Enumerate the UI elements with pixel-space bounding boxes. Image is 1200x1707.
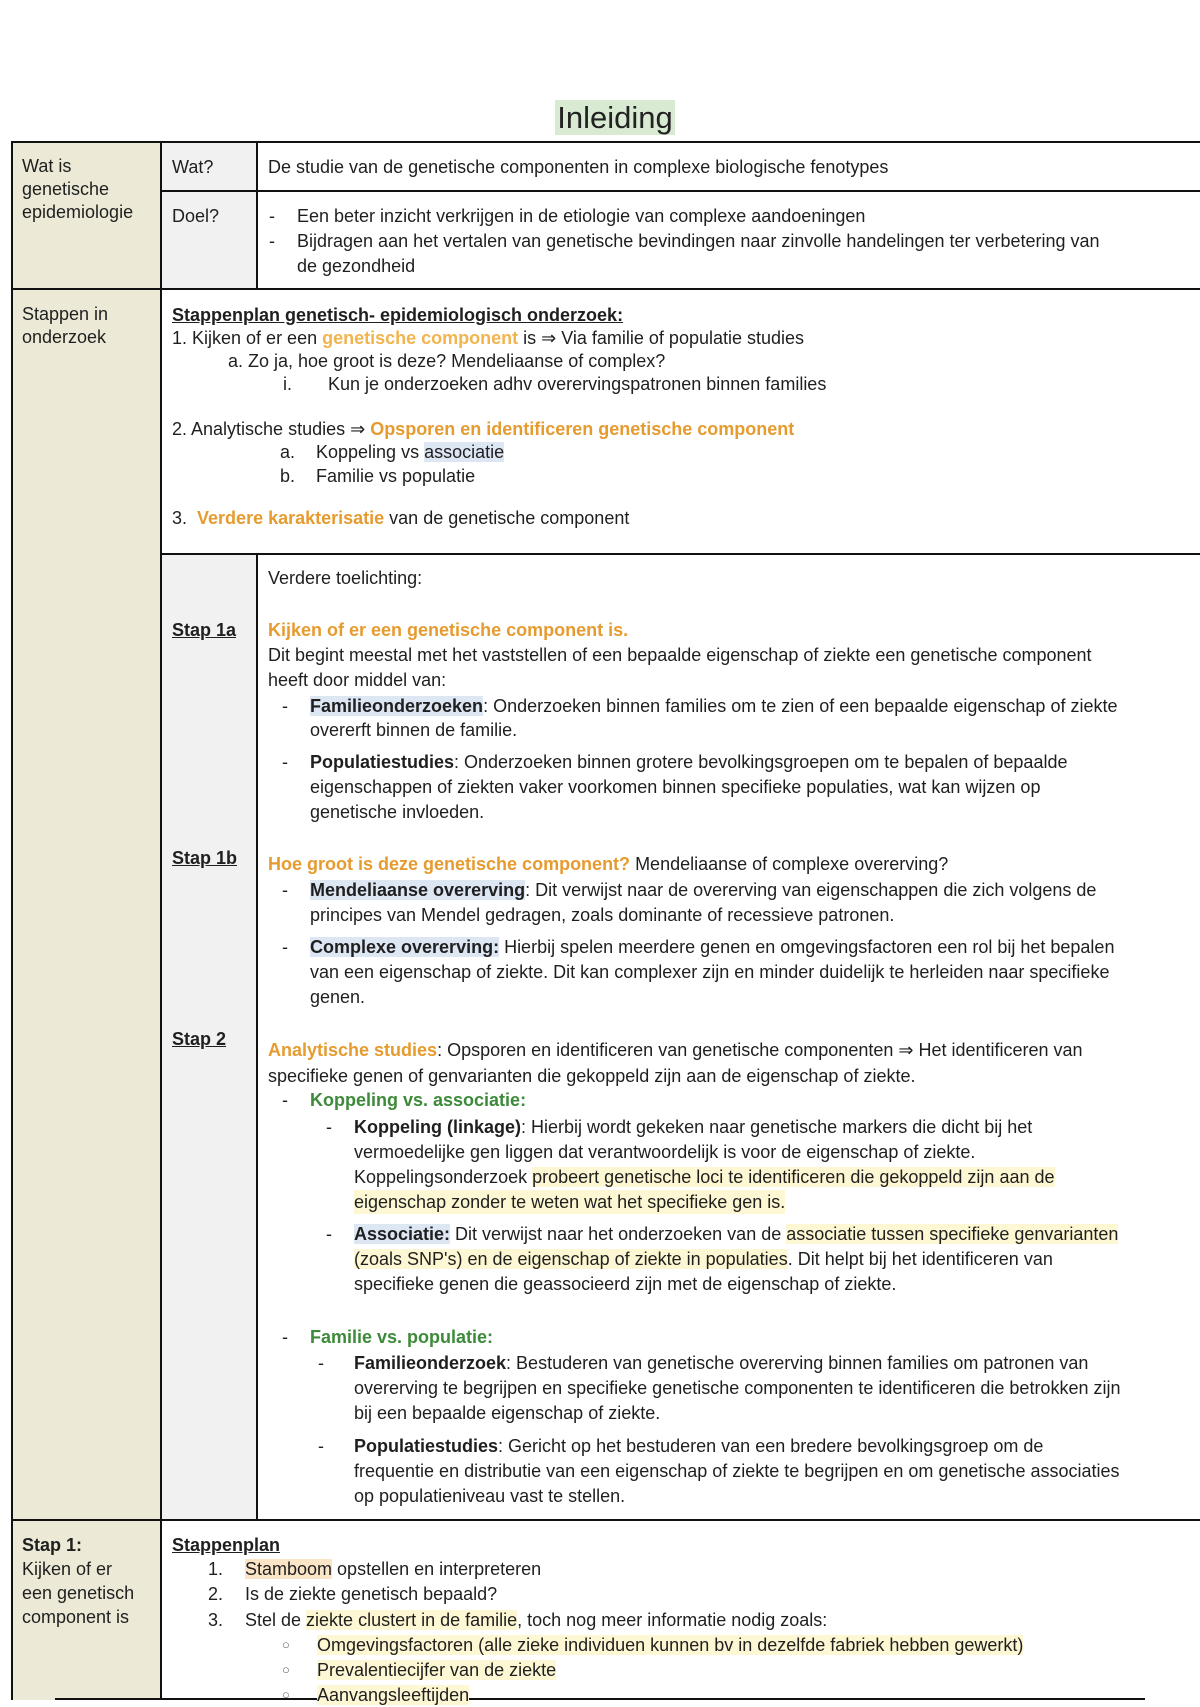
line bbox=[12, 1519, 1200, 1521]
category-stappen-in-onderzoek: Stappen in onderzoek bbox=[22, 304, 109, 347]
step-2b-num: b. bbox=[280, 466, 296, 486]
doel-dash-2: - bbox=[269, 231, 275, 251]
stap-2-text: : Opsporen en identificeren van genetische componenten ⇒ Het identificeren van bbox=[437, 1040, 1083, 1060]
page-title bbox=[0, 98, 1200, 138]
row3-item-1-highlight: Stamboom bbox=[245, 1559, 333, 1579]
title-text: Inleiding bbox=[557, 100, 673, 135]
row3-item-1-num: 1. bbox=[208, 1559, 224, 1579]
stappenplan-title: Stappenplan genetisch- epidemiologisch onderzoek: bbox=[172, 305, 624, 325]
populatiestudies2-term: Populatiestudies bbox=[354, 1436, 499, 1456]
populatiestudies-term: Populatiestudies bbox=[310, 752, 455, 772]
populatiestudies-line-3: genetische invloeden. bbox=[310, 802, 485, 822]
row3-sub-2-text: Prevalentiecijfer van de ziekte bbox=[317, 1660, 557, 1680]
mendeliaanse-line-2: principes van Mendel gedragen, zoals dominante of recessieve patronen. bbox=[310, 905, 895, 925]
populatiestudies2-line-1 bbox=[354, 1434, 1043, 1458]
dash: - bbox=[282, 1090, 288, 1110]
koppeling-line-4: eigenschap zonder te weten wat het specifieke gen is. bbox=[354, 1192, 786, 1212]
koppeling-line-2: vermoedelijke gen liggen dat verantwoordelijk is voor de eigenschap of ziekte. bbox=[354, 1142, 976, 1162]
category-col-bg bbox=[12, 142, 160, 1700]
step-1-suffix: is ⇒ Via familie of populatie studies bbox=[518, 328, 805, 348]
associatie-term: Associatie: bbox=[354, 1224, 451, 1244]
category-genetische-epidemiologie: Wat is genetische epidemiologie bbox=[22, 156, 134, 222]
familieonderzoeken-term: Familieonderzoeken bbox=[310, 696, 484, 716]
row3-item-3 bbox=[245, 1608, 827, 1632]
stap-1a-label: Stap 1a bbox=[172, 620, 237, 640]
stap-1a-title: Kijken of er een genetische component is. bbox=[268, 620, 629, 640]
stap-2-title: Analytische studies bbox=[268, 1040, 438, 1060]
stap-1-cat-line-2: een genetisch bbox=[22, 1583, 135, 1603]
populatiestudies-text: : Onderzoeken binnen grotere bevolkingsgroepen om te bepalen of bepaalde bbox=[454, 752, 1068, 772]
associatie-l2-highlight: (zoals SNP's) en de eigenschap of ziekte in populaties bbox=[354, 1249, 788, 1269]
line bbox=[256, 141, 258, 290]
step-1ai: Kun je onderzoeken adhv overervingspatronen binnen families bbox=[328, 374, 827, 394]
line bbox=[256, 553, 258, 1521]
step-3-suffix: van de genetische component bbox=[384, 508, 630, 528]
step-1-highlight: genetische component bbox=[322, 328, 519, 348]
dash: - bbox=[326, 1117, 332, 1137]
populatiestudies2-line-3: op populatieniveau vast te stellen. bbox=[354, 1486, 626, 1506]
koppeling-text: : Hierbij wordt gekeken naar genetische markers die dicht bij het bbox=[521, 1117, 1033, 1137]
verdere-toelichting: Verdere toelichting: bbox=[268, 568, 423, 588]
row3-sub-1-text: Omgevingsfactoren (alle zieke individuen kunnen bv in dezelfde fabriek hebben gewerkt) bbox=[317, 1635, 1024, 1655]
row3-item-1-text: opstellen en interpreteren bbox=[332, 1559, 542, 1579]
doel-bullet-1: Een beter inzicht verkrijgen in de etiologie van complexe aandoeningen bbox=[297, 206, 866, 226]
mendeliaanse-term: Mendeliaanse overerving bbox=[310, 880, 526, 900]
complexe-line-1 bbox=[310, 935, 1114, 959]
step-2a bbox=[316, 440, 504, 464]
row3-sub-2 bbox=[317, 1658, 556, 1682]
associatie-l2-text: . Dit helpt bij het identificeren van bbox=[787, 1249, 1053, 1269]
line bbox=[12, 288, 1200, 290]
dash: - bbox=[282, 696, 288, 716]
koppeling-l3-text: Koppelingsonderzoek bbox=[354, 1167, 533, 1187]
mendeliaanse-text: : Dit verwijst naar de overerving van eigenschappen die zich volgens de bbox=[525, 880, 1097, 900]
familieonderzoek-line-1 bbox=[354, 1351, 1088, 1375]
complexe-term: Complexe overerving: bbox=[310, 937, 500, 957]
row3-item-1 bbox=[245, 1557, 541, 1581]
dash: - bbox=[318, 1353, 324, 1373]
koppeling-l3-highlight: probeert genetische loci te identificeren die gekoppeld zijn aan de bbox=[532, 1167, 1055, 1187]
step-2b: Familie vs populatie bbox=[316, 466, 476, 486]
familieonderzoek-line-3: bij een bepaalde eigenschap of ziekte. bbox=[354, 1403, 661, 1423]
wat-label: Wat? bbox=[172, 157, 214, 177]
familieonderzoeken-text: : Onderzoeken binnen families om te zien of een bepaalde eigenschap of ziekte bbox=[483, 696, 1118, 716]
doel-dash-1: - bbox=[269, 206, 275, 226]
populatiestudies2-text: : Gericht op het bestuderen van een bredere bevolkingsgroep om de bbox=[498, 1436, 1044, 1456]
row3-stappenplan-title: Stappenplan bbox=[172, 1535, 281, 1555]
row3-item-3-b: , toch nog meer informatie nodig zoals: bbox=[517, 1610, 828, 1630]
step-2-highlight: Opsporen en identificeren genetische component bbox=[370, 419, 795, 439]
associatie-line-2 bbox=[354, 1247, 1053, 1271]
familieonderzoek-text: : Bestuderen van genetische overerving binnen families om patronen van bbox=[506, 1353, 1089, 1373]
stap-1b-title-hl: Hoe groot is deze genetische component? bbox=[268, 854, 631, 874]
stap-2-label: Stap 2 bbox=[172, 1029, 227, 1049]
stap-1-cat-line-3: component is bbox=[22, 1607, 130, 1627]
koppeling-line-1 bbox=[354, 1115, 1032, 1139]
stap-2-line-2: specifieke genen of genvarianten die gekoppeld zijn aan de eigenschap of ziekte. bbox=[268, 1066, 916, 1086]
complexe-text: Hierbij spelen meerdere genen en omgevingsfactoren een rol bij het bepalen bbox=[499, 937, 1115, 957]
associatie-line-1 bbox=[354, 1222, 1118, 1246]
step-1 bbox=[172, 326, 804, 350]
step-3-num: 3. bbox=[172, 508, 188, 528]
koppeling-line-3 bbox=[354, 1165, 1055, 1189]
line bbox=[11, 141, 13, 1700]
step-1-prefix: 1. Kijken of er een bbox=[172, 328, 323, 348]
line bbox=[160, 190, 1200, 192]
line bbox=[160, 141, 162, 1700]
complexe-line-2: van een eigenschap of ziekte. Dit kan complexer zijn en minder duidelijk te herleiden naar specifieke bbox=[310, 962, 1110, 982]
stap-1b-title-rest: Mendeliaanse of complexe overerving? bbox=[630, 854, 949, 874]
step-1ai-num: i. bbox=[283, 374, 292, 394]
familieonderzoek-line-2: overerving te begrijpen en specifieke genetische componenten te identificeren die betrokken zijn bbox=[354, 1378, 1121, 1398]
step-1a: a. Zo ja, hoe groot is deze? Mendeliaanse of complex? bbox=[228, 351, 666, 371]
circle-bullet: ○ bbox=[282, 1662, 290, 1677]
populatiestudies-line-2: eigenschappen of ziekten vaker voorkomen binnen specifieke populaties, wat kan wijzen op bbox=[310, 777, 1041, 797]
mendeliaanse-line-1 bbox=[310, 878, 1096, 902]
doel-label: Doel? bbox=[172, 206, 220, 226]
doel-bullet-2-cont: de gezondheid bbox=[297, 256, 416, 276]
row3-item-2: Is de ziekte genetisch bepaald? bbox=[245, 1584, 498, 1604]
row3-item-3-num: 3. bbox=[208, 1610, 224, 1630]
familieonderzoek-term: Familieonderzoek bbox=[354, 1353, 507, 1373]
familie-populatie-head: Familie vs. populatie: bbox=[310, 1327, 494, 1347]
stap-2-line-1 bbox=[268, 1038, 1083, 1062]
dash: - bbox=[318, 1436, 324, 1456]
step-2a-highlight: associatie bbox=[424, 442, 505, 462]
koppeling-associatie-head: Koppeling vs. associatie: bbox=[310, 1090, 527, 1110]
circle-bullet: ○ bbox=[282, 1637, 290, 1652]
row3-sub-3-text: Aanvangsleeftijden bbox=[317, 1685, 470, 1705]
populatiestudies-line-1 bbox=[310, 750, 1067, 774]
doel-bullet-2: Bijdragen aan het vertalen van genetische bevindingen naar zinvolle handelingen ter verbetering van bbox=[297, 231, 1100, 251]
dash: - bbox=[282, 1327, 288, 1347]
associatie-highlight: associatie tussen specifieke genvarianten bbox=[786, 1224, 1119, 1244]
dash: - bbox=[282, 937, 288, 957]
wat-text: De studie van de genetische componenten in complexe biologische fenotypes bbox=[268, 157, 889, 177]
dash: - bbox=[282, 752, 288, 772]
row3-sub-3 bbox=[317, 1683, 469, 1707]
step-3-highlight: Verdere karakterisatie bbox=[197, 508, 385, 528]
associatie-line-3: specifieke genen die geassocieerd zijn met de eigenschap of ziekte. bbox=[354, 1274, 897, 1294]
koppeling-term: Koppeling (linkage) bbox=[354, 1117, 522, 1137]
row3-item-3-a: Stel de bbox=[245, 1610, 307, 1630]
step-2-prefix: 2. Analytische studies ⇒ bbox=[172, 419, 371, 439]
row3-sub-1 bbox=[317, 1633, 1023, 1657]
populatiestudies2-line-2: frequentie en distributie van een eigenschap of ziekte te begrijpen en om genetische associaties bbox=[354, 1461, 1120, 1481]
step-3 bbox=[172, 506, 629, 530]
stap-1-cat-line-1: Kijken of er bbox=[22, 1559, 113, 1579]
step-2a-num: a. bbox=[280, 442, 296, 462]
line bbox=[160, 553, 1200, 555]
circle-bullet: ○ bbox=[282, 1687, 290, 1702]
stap-1-cat-title: Stap 1: bbox=[22, 1535, 83, 1555]
associatie-text: Dit verwijst naar het onderzoeken van de bbox=[450, 1224, 787, 1244]
step-2a-prefix: Koppeling vs bbox=[316, 442, 425, 462]
row3-item-2-num: 2. bbox=[208, 1584, 224, 1604]
stap-1a-p2: heeft door middel van: bbox=[268, 670, 447, 690]
stap-1a-p1: Dit begint meestal met het vaststellen of een bepaalde eigenschap of ziekte een genetische component bbox=[268, 645, 1092, 665]
familieonderzoeken-line-1 bbox=[310, 694, 1117, 718]
line bbox=[12, 141, 1200, 143]
row3-item-3-highlight: ziekte clustert in de familie bbox=[306, 1610, 518, 1630]
complexe-line-3: genen. bbox=[310, 987, 366, 1007]
step-2 bbox=[172, 417, 794, 441]
stap-1b-label: Stap 1b bbox=[172, 848, 238, 868]
dash: - bbox=[326, 1224, 332, 1244]
familieonderzoeken-line-2: overerft binnen de familie. bbox=[310, 720, 518, 740]
stap-1b-title bbox=[268, 852, 948, 876]
dash: - bbox=[282, 880, 288, 900]
